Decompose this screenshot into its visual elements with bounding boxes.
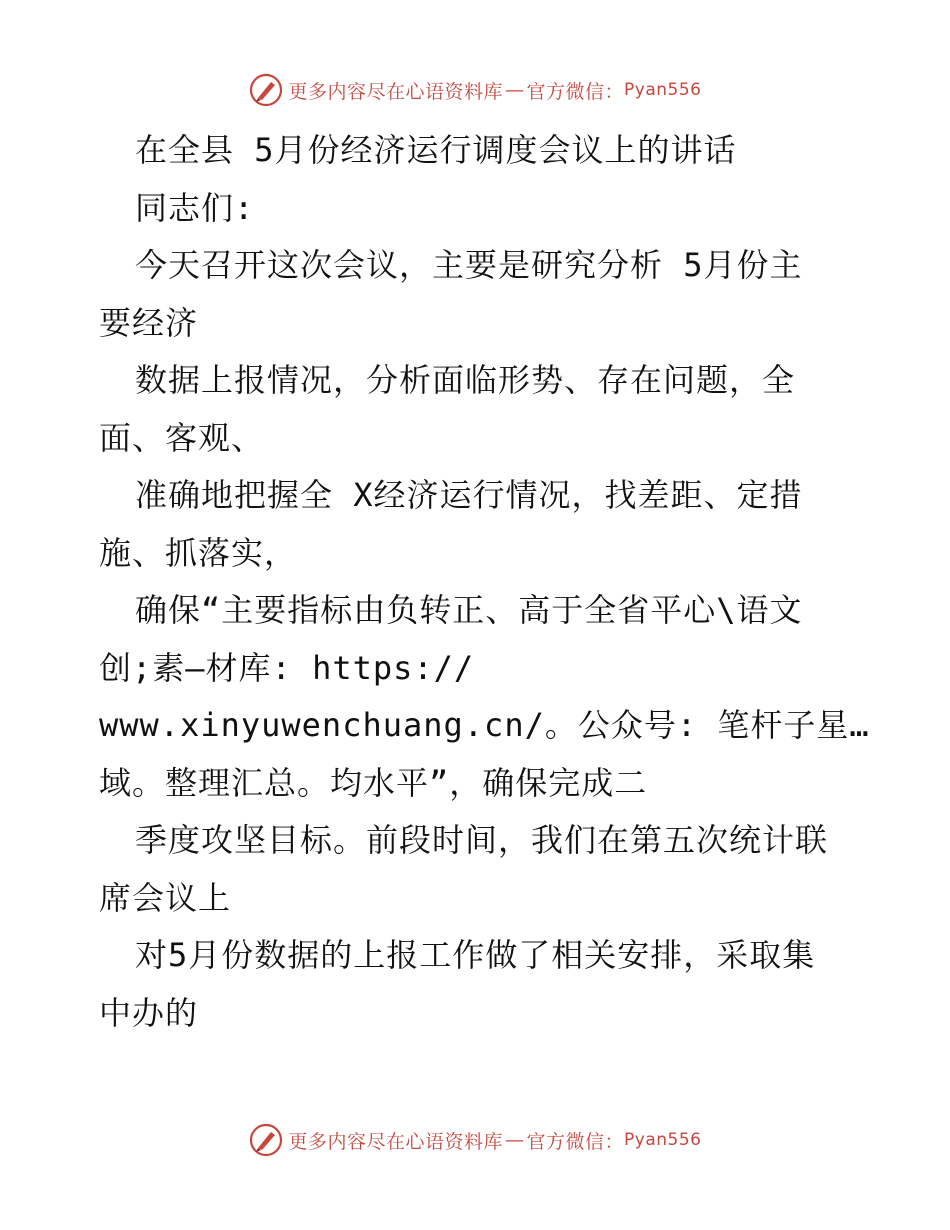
document-body (99, 122, 870, 1042)
paragraph-line: 中办的 (99, 993, 199, 1032)
watermark-separator: — (505, 1129, 525, 1151)
paragraph-line: www.xinyuwenchuang.cn/。公众号: 笔杆子星… (99, 706, 870, 744)
watermark-text: 更多内容尽在心语资料库 (288, 80, 504, 103)
watermark-wechat-label: 官方微信： (526, 1130, 625, 1153)
watermark-wechat-id: Pyan556 (624, 1130, 702, 1150)
document-title: 在全县 5月份经济运行调度会议上的讲话 (135, 131, 737, 169)
watermark-wechat-id: Pyan556 (624, 80, 702, 100)
watermark-wechat-label: 官方微信： (526, 80, 625, 103)
watermark-separator: — (505, 79, 525, 101)
salutation: 同志们: (135, 188, 255, 227)
pen-logo-icon (249, 1123, 283, 1157)
pen-logo-icon (249, 73, 283, 107)
paragraph-line: 准确地把握全 X经济运行情况，找差距、定措 (135, 476, 803, 514)
paragraph-line: 季度攻坚目标。前段时间，我们在第五次统计联 (135, 821, 829, 859)
paragraph-line: 席会议上 (99, 878, 232, 917)
paragraph-line: 数据上报情况，分析面临形势、存在问题，全 (135, 361, 796, 399)
paragraph-line: 确保“主要指标由负转正、高于全省平心\语文 (135, 591, 803, 629)
paragraph-line: 要经济 (99, 303, 199, 342)
paragraph-line: 创;素—材库: https:// (99, 648, 475, 687)
paragraph-line: 今天召开这次会议，主要是研究分析 5月份主 (135, 246, 803, 284)
paragraph-line: 施、抓落实， (99, 533, 298, 572)
watermark-footer (0, 1120, 950, 1160)
watermark-text: 更多内容尽在心语资料库 (288, 1130, 504, 1153)
paragraph-line: 面、客观、 (99, 418, 265, 457)
paragraph-line: 域。整理汇总。均水平”，确保完成二 (99, 763, 648, 802)
watermark-header (0, 70, 950, 110)
paragraph-line: 对5月份数据的上报工作做了相关安排，采取集 (135, 936, 816, 974)
